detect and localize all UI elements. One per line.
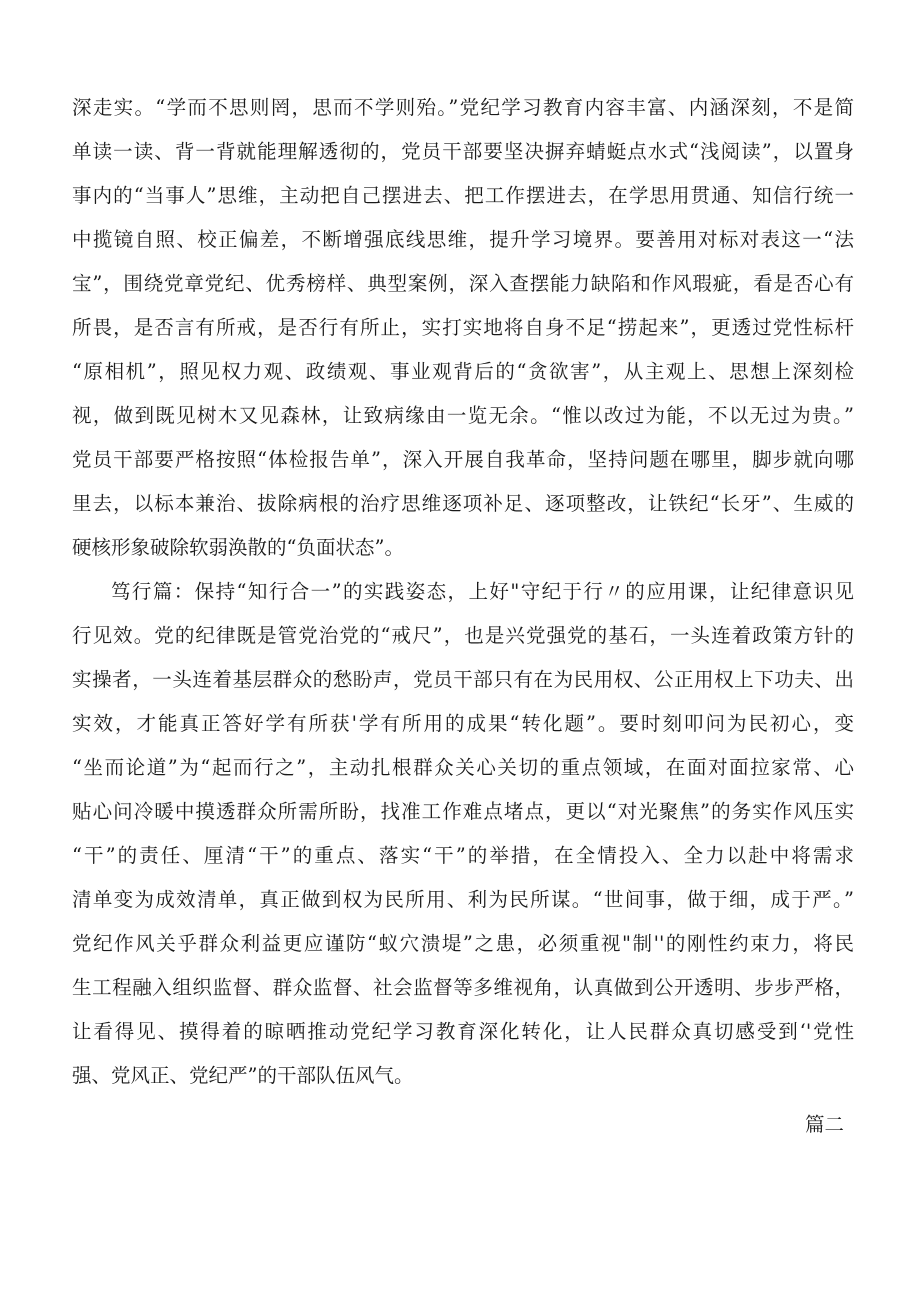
text-line: 宝”，围绕党章党纪、优秀榜样、典型案例，深入查摆能力缺陷和作风瑕疵，看是否心有	[72, 272, 854, 295]
text-line: 所畏，是否言有所戒，是否行有所止，实打实地将自身不足“捞起来”，更透过党性标杆	[72, 316, 854, 339]
text-line: 里去，以标本兼治、拔除病根的治疗思维逐项补足、逐项整改，让铁纪“长牙”、生威的	[72, 492, 854, 515]
text-line: “干”的责任、厘清“干”的重点、落实“干”的举措，在全情投入、全力以赴中将需求	[72, 844, 854, 867]
text-line: 深走实。“学而不思则罔，思而不学则殆。”党纪学习教育内容丰富、内涵深刻，不是简	[72, 96, 854, 119]
text-line: 笃行篇：保持“知行合一”的实践姿态，上好"守纪于行〃的应用课，让纪律意识见	[111, 580, 854, 603]
text-line: 视，做到既见树木又见森林，让致病缘由一览无余。“惟以改过为能，不以无过为贵。”	[72, 404, 854, 427]
text-line: 让看得见、摸得着的晾晒推动党纪学习教育深化转化，让人民群众真切感受到‘'党性	[72, 1020, 854, 1043]
text-line: 清单变为成效清单，真正做到权为民所用、利为民所谋。“世间事，做于细，成于严。”	[72, 888, 854, 911]
text-line: 单读一读、背一背就能理解透彻的，党员干部要坚决摒弃蜻蜓点水式“浅阅读”，以置身	[72, 140, 854, 163]
text-line: 行见效。党的纪律既是管党治党的“戒尺”，也是兴党强党的基石，一头连着政策方针的	[72, 624, 854, 647]
text-line: 实效，才能真正答好学有所获'学有所用的成果“转化题”。要时刻叩问为民初心，变	[72, 712, 854, 735]
text-line: 中揽镜自照、校正偏差，不断增强底线思维，提升学习境界。要善用对标对表这一“法	[72, 228, 854, 251]
text-line: 实操者，一头连着基层群众的愁盼声，党员干部只有在为民用权、公正用权上下功夫、出	[72, 668, 854, 691]
text-line: 事内的“当事人”思维，主动把自己摆进去、把工作摆进去，在学思用贯通、知信行统一	[72, 184, 854, 207]
text-line: “坐而论道”为“起而行之”，主动扎根群众关心关切的重点领域，在面对面拉家常、心	[72, 756, 854, 779]
text-line: 贴心问冷暖中摸透群众所需所盼，找准工作难点堵点，更以“对光聚焦”的务实作风压实	[72, 800, 854, 823]
text-line: 党员干部要严格按照“体检报告单”，深入开展自我革命，坚持问题在哪里，脚步就向哪	[72, 448, 854, 471]
text-line: 硬核形象破除软弱涣散的“负面状态”。	[72, 536, 404, 559]
text-line: 强、党风正、党纪严”的干部队伍风气。	[72, 1064, 414, 1087]
text-line: “原相机”，照见权力观、政绩观、事业观背后的“贪欲害”，从主观上、思想上深刻检	[72, 360, 854, 383]
text-line: 生工程融入组织监督、群众监督、社会监督等多维视角，认真做到公开透明、步步严格，	[72, 976, 854, 999]
text-line: 党纪作风关乎群众利益更应谨防“蚁穴溃堤”之患，必须重视"制''的刚性约束力，将民	[72, 932, 854, 955]
section-label: 篇二	[804, 1113, 844, 1136]
